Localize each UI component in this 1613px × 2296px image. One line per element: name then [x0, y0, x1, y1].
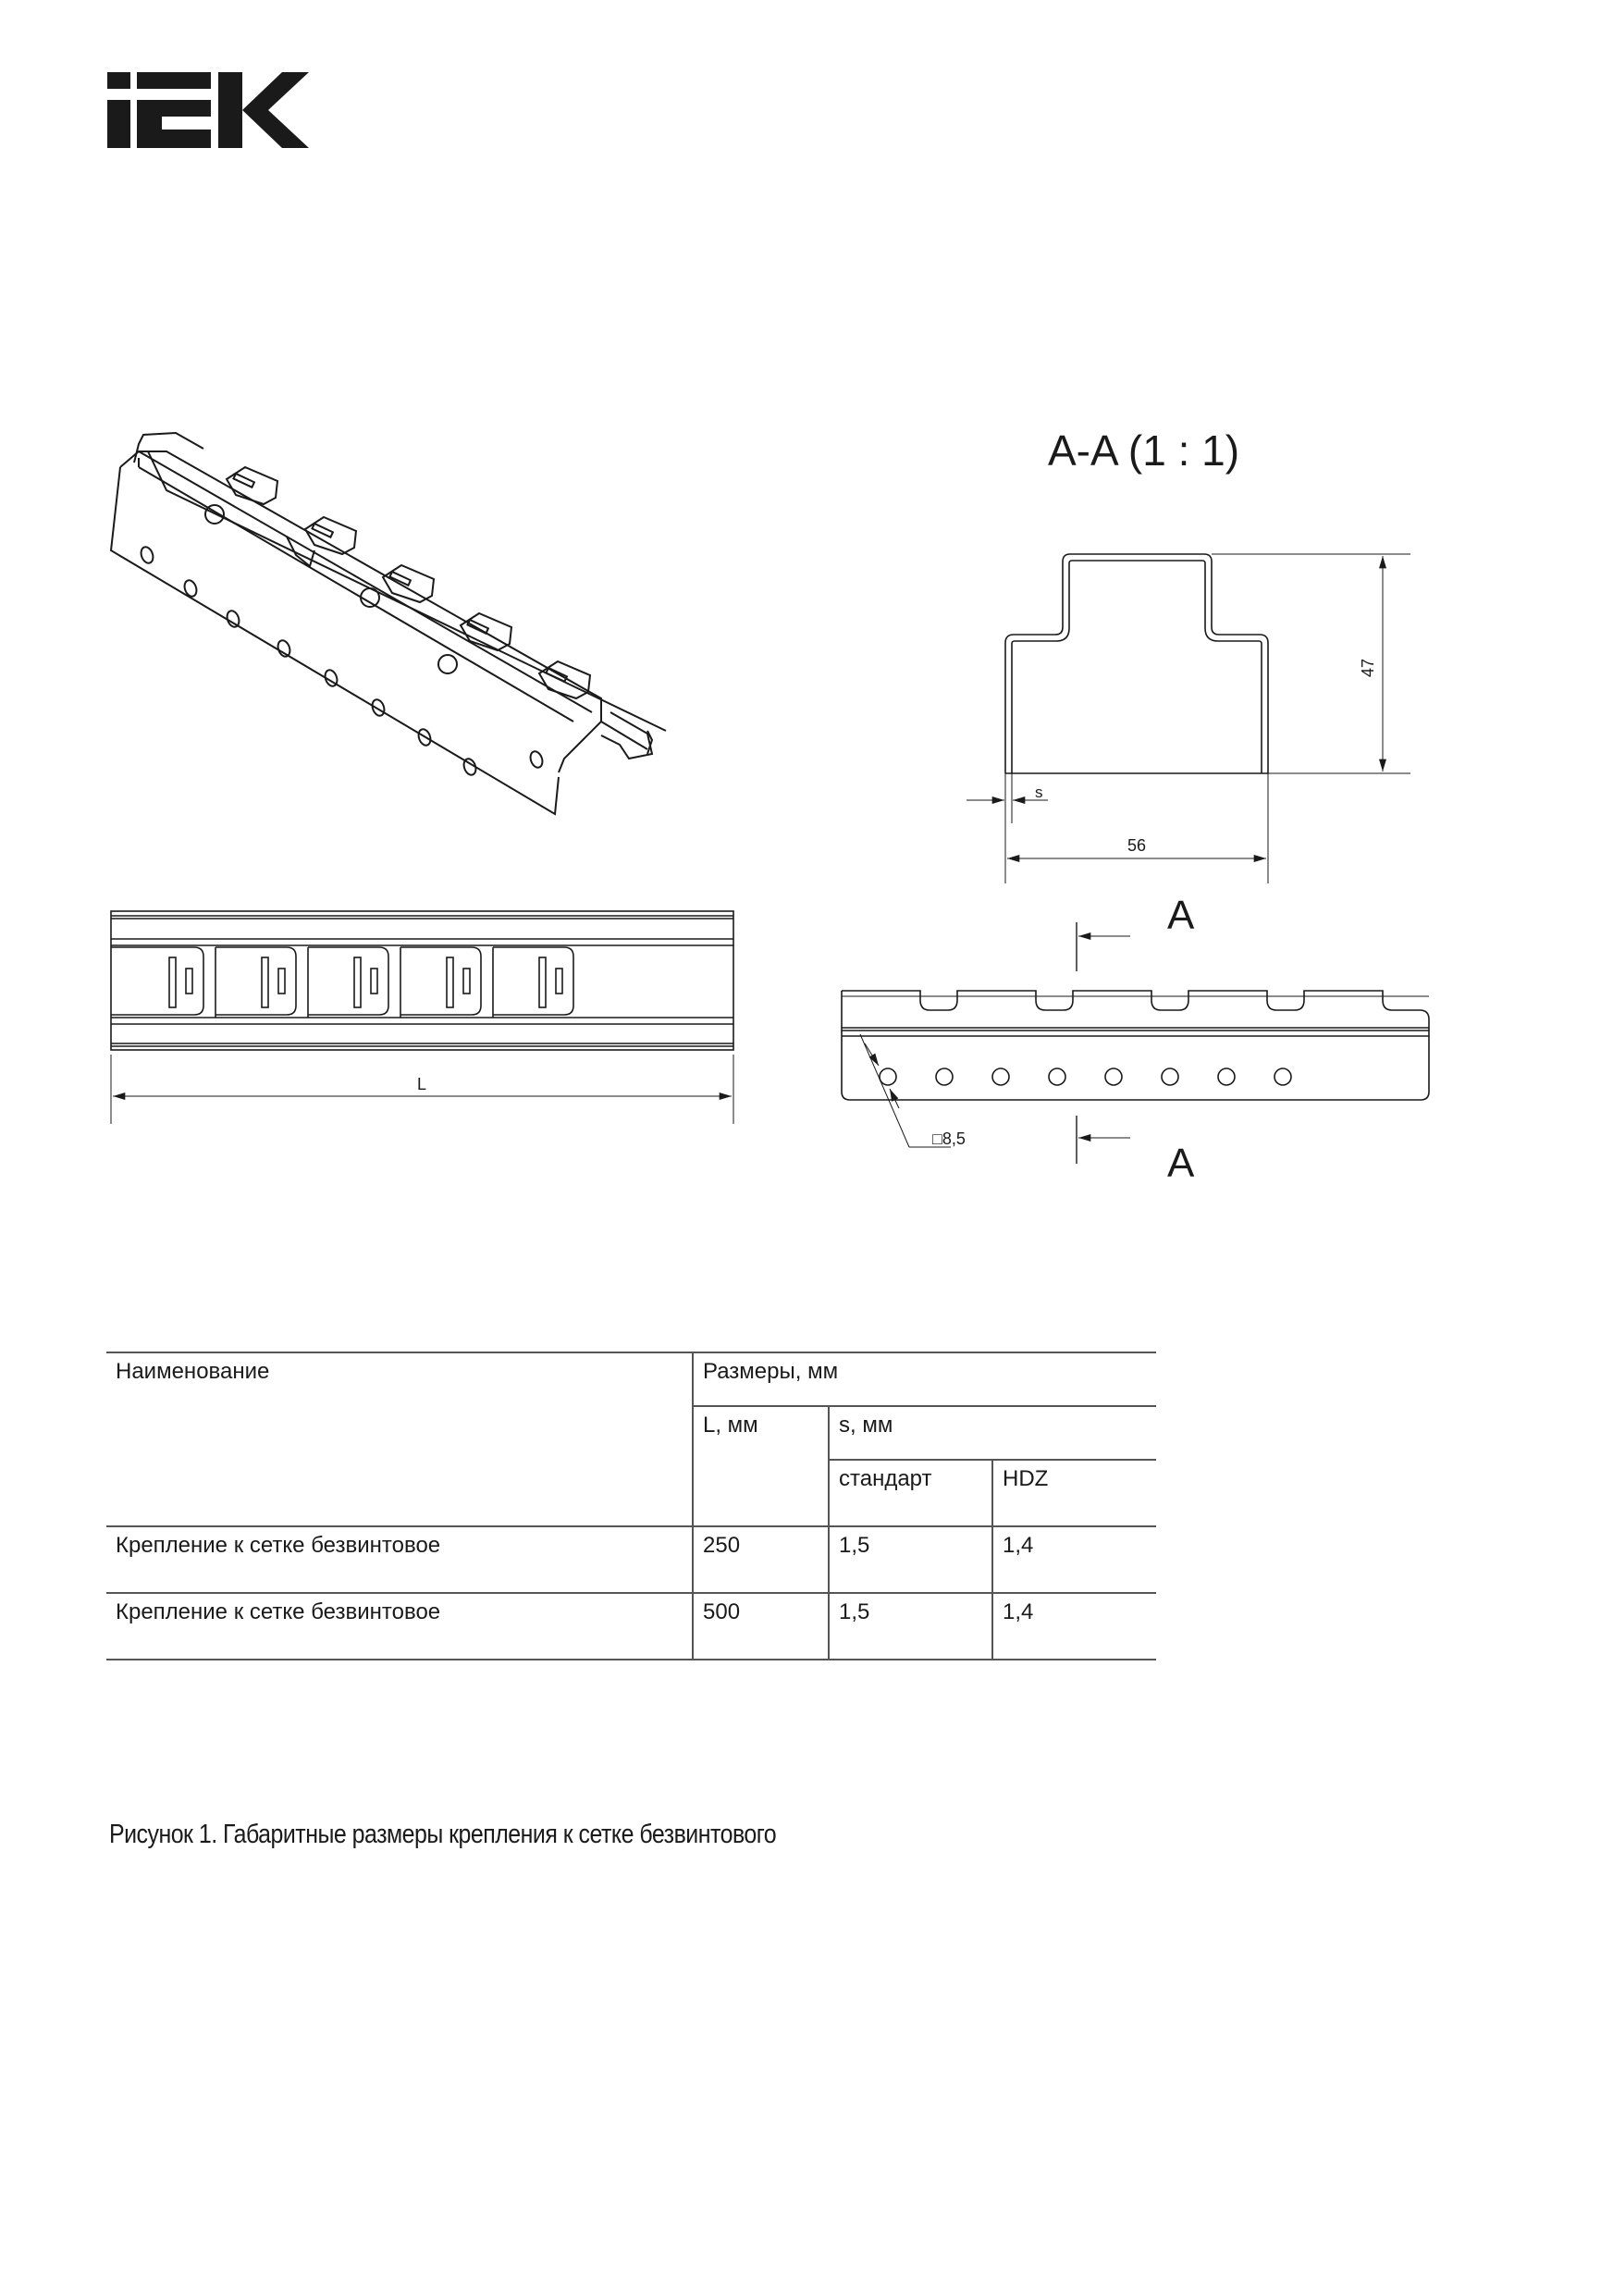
- header-s: s, мм: [829, 1406, 1156, 1460]
- section-mark-top: A: [1167, 893, 1195, 938]
- header-dimensions: Размеры, мм: [693, 1352, 1156, 1406]
- cell-l: 250: [693, 1526, 829, 1593]
- header-standard: стандарт: [829, 1460, 992, 1526]
- cell-l: 500: [693, 1593, 829, 1660]
- header-l: L, мм: [693, 1406, 829, 1526]
- cell-name: Крепление к сетке безвинтовое: [106, 1526, 693, 1593]
- table-row: [106, 1593, 1156, 1660]
- height-dimension-label: 47: [1359, 658, 1377, 678]
- thickness-dimension-label: s: [1035, 784, 1043, 801]
- dimensions-table: [106, 1352, 1156, 1660]
- section-mark-bottom: A: [1167, 1141, 1195, 1186]
- table-header-row: [106, 1352, 1156, 1406]
- cell-s-hdz: 1,4: [992, 1593, 1156, 1660]
- cell-s-standard: 1,5: [829, 1526, 992, 1593]
- length-dimension-label: L: [416, 1075, 427, 1093]
- cell-s-hdz: 1,4: [992, 1526, 1156, 1593]
- iso-holes: [139, 545, 544, 776]
- figure-caption: Рисунок 1. Габаритные размеры крепления к сетке безвинтового: [109, 1820, 777, 1849]
- hole-diameter-label: □8,5: [932, 1129, 966, 1148]
- side-view: [842, 922, 1429, 1164]
- header-name: Наименование: [106, 1352, 693, 1526]
- header-hdz: HDZ: [992, 1460, 1156, 1526]
- width-dimension-label: 56: [1127, 836, 1147, 855]
- cell-s-standard: 1,5: [829, 1593, 992, 1660]
- cell-name: Крепление к сетке безвинтовое: [106, 1593, 693, 1660]
- table-row: [106, 1526, 1156, 1593]
- section-profile: [967, 554, 1410, 883]
- isometric-view: [111, 433, 666, 814]
- section-title: A-A (1 : 1): [1048, 426, 1240, 475]
